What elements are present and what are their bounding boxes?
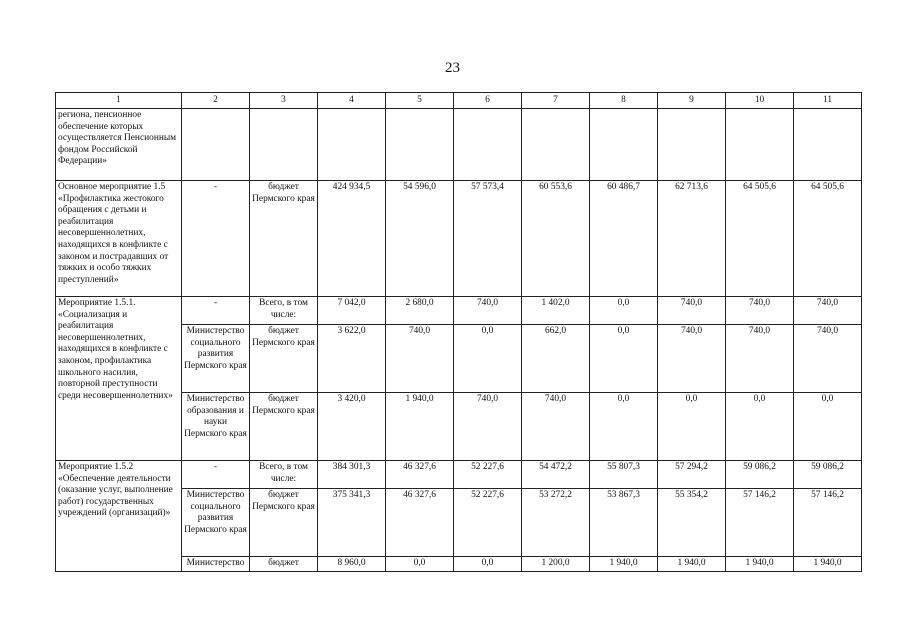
budget-table	[55, 92, 862, 572]
value-cell: 740,0	[658, 297, 726, 325]
value-cell: 53 867,3	[590, 489, 658, 557]
header-cell: 3	[250, 93, 318, 109]
value-cell: 55 354,2	[658, 489, 726, 557]
value-cell: 59 086,2	[726, 461, 794, 489]
header-cell: 5	[386, 93, 454, 109]
value-cell: 3 420,0	[318, 393, 386, 461]
value-cell: 1 940,0	[726, 557, 794, 572]
value-cell: 375 341,3	[318, 489, 386, 557]
header-cell: 8	[590, 93, 658, 109]
value-cell: 1 940,0	[658, 557, 726, 572]
value-cell: 7 042,0	[318, 297, 386, 325]
activity-name-cell: региона, пенсионное обеспечение которых осуществляется Пенсионным фондом Российской Федерации»	[56, 109, 182, 181]
funding-source-cell: бюджет Пермского края	[250, 181, 318, 297]
value-cell: 0,0	[658, 393, 726, 461]
value-cell: 62 713,6	[658, 181, 726, 297]
value-cell: 54 596,0	[386, 181, 454, 297]
value-cell: 424 934,5	[318, 181, 386, 297]
value-cell: 2 680,0	[386, 297, 454, 325]
value-cell: 57 146,2	[794, 489, 862, 557]
value-cell: 740,0	[658, 325, 726, 393]
value-cell: 64 505,6	[726, 181, 794, 297]
header-cell: 11	[794, 93, 862, 109]
value-cell: 0,0	[454, 557, 522, 572]
value-cell: 740,0	[794, 325, 862, 393]
value-cell: 662,0	[522, 325, 590, 393]
value-cell	[726, 109, 794, 181]
header-cell: 2	[182, 93, 250, 109]
value-cell: 57 573,4	[454, 181, 522, 297]
value-cell: 0,0	[590, 325, 658, 393]
header-cell: 10	[726, 93, 794, 109]
value-cell	[522, 109, 590, 181]
executor-cell: Министерство социального развития Пермского края	[182, 489, 250, 557]
executor-cell: -	[182, 461, 250, 489]
header-cell: 6	[454, 93, 522, 109]
value-cell	[454, 109, 522, 181]
funding-source-cell: бюджет Пермского края	[250, 325, 318, 393]
value-cell: 384 301,3	[318, 461, 386, 489]
value-cell	[590, 109, 658, 181]
value-cell: 55 807,3	[590, 461, 658, 489]
value-cell: 1 940,0	[590, 557, 658, 572]
value-cell: 59 086,2	[794, 461, 862, 489]
executor-cell: Министерство образования и науки Пермского края	[182, 393, 250, 461]
value-cell: 740,0	[454, 393, 522, 461]
value-cell: 740,0	[726, 325, 794, 393]
value-cell: 740,0	[522, 393, 590, 461]
value-cell: 740,0	[726, 297, 794, 325]
value-cell: 0,0	[590, 393, 658, 461]
value-cell: 53 272,2	[522, 489, 590, 557]
funding-source-cell: бюджет	[250, 557, 318, 572]
table-row	[56, 181, 862, 297]
value-cell	[658, 109, 726, 181]
header-cell: 7	[522, 93, 590, 109]
value-cell: 52 227,6	[454, 489, 522, 557]
table-row	[56, 461, 862, 489]
header-row	[56, 93, 862, 109]
value-cell: 52 227,6	[454, 461, 522, 489]
value-cell: 1 940,0	[386, 393, 454, 461]
value-cell: 8 960,0	[318, 557, 386, 572]
value-cell: 46 327,6	[386, 489, 454, 557]
funding-source-cell: бюджет Пермского края	[250, 393, 318, 461]
value-cell: 740,0	[454, 297, 522, 325]
value-cell: 0,0	[454, 325, 522, 393]
value-cell: 57 146,2	[726, 489, 794, 557]
header-cell: 4	[318, 93, 386, 109]
table-row	[56, 297, 862, 325]
executor-cell	[182, 109, 250, 181]
value-cell: 0,0	[726, 393, 794, 461]
value-cell: 0,0	[590, 297, 658, 325]
header-cell: 1	[56, 93, 182, 109]
executor-cell: Министерство	[182, 557, 250, 572]
value-cell: 740,0	[794, 297, 862, 325]
activity-name-cell: Основное мероприятие 1.5 «Профилактика жестокого обращения с детьми и реабилитация несовершеннолетних, находящихся в конфликте с законом и пострадавших от тяжких и особо тяжких преступлений»	[56, 181, 182, 297]
value-cell: 0,0	[794, 393, 862, 461]
value-cell: 46 327,6	[386, 461, 454, 489]
value-cell: 1 200,0	[522, 557, 590, 572]
page-number: 23	[445, 60, 460, 76]
executor-cell: -	[182, 181, 250, 297]
funding-source-cell: Всего, в том числе:	[250, 461, 318, 489]
table-row	[56, 109, 862, 181]
table-body	[56, 93, 862, 572]
value-cell: 57 294,2	[658, 461, 726, 489]
value-cell: 54 472,2	[522, 461, 590, 489]
value-cell: 1 402,0	[522, 297, 590, 325]
executor-cell: Министерство социального развития Пермского края	[182, 325, 250, 393]
funding-source-cell: Всего, в том числе:	[250, 297, 318, 325]
funding-source-cell: бюджет Пермского края	[250, 489, 318, 557]
value-cell: 64 505,6	[794, 181, 862, 297]
activity-name-cell: Мероприятие 1.5.2 «Обеспечение деятельности (оказание услуг, выполнение работ) государственных учреждений (организаций)»	[56, 461, 182, 572]
header-cell: 9	[658, 93, 726, 109]
value-cell: 0,0	[386, 557, 454, 572]
value-cell: 3 622,0	[318, 325, 386, 393]
value-cell: 60 486,7	[590, 181, 658, 297]
executor-cell: -	[182, 297, 250, 325]
value-cell	[318, 109, 386, 181]
value-cell	[386, 109, 454, 181]
value-cell	[794, 109, 862, 181]
value-cell: 1 940,0	[794, 557, 862, 572]
funding-source-cell	[250, 109, 318, 181]
activity-name-cell: Мероприятие 1.5.1. «Социализация и реабилитация несовершеннолетних, находящихся в конфликте с законом, профилактика школьного насилия, повторной преступности среди несовершеннолетних»	[56, 297, 182, 461]
value-cell: 740,0	[386, 325, 454, 393]
value-cell: 60 553,6	[522, 181, 590, 297]
